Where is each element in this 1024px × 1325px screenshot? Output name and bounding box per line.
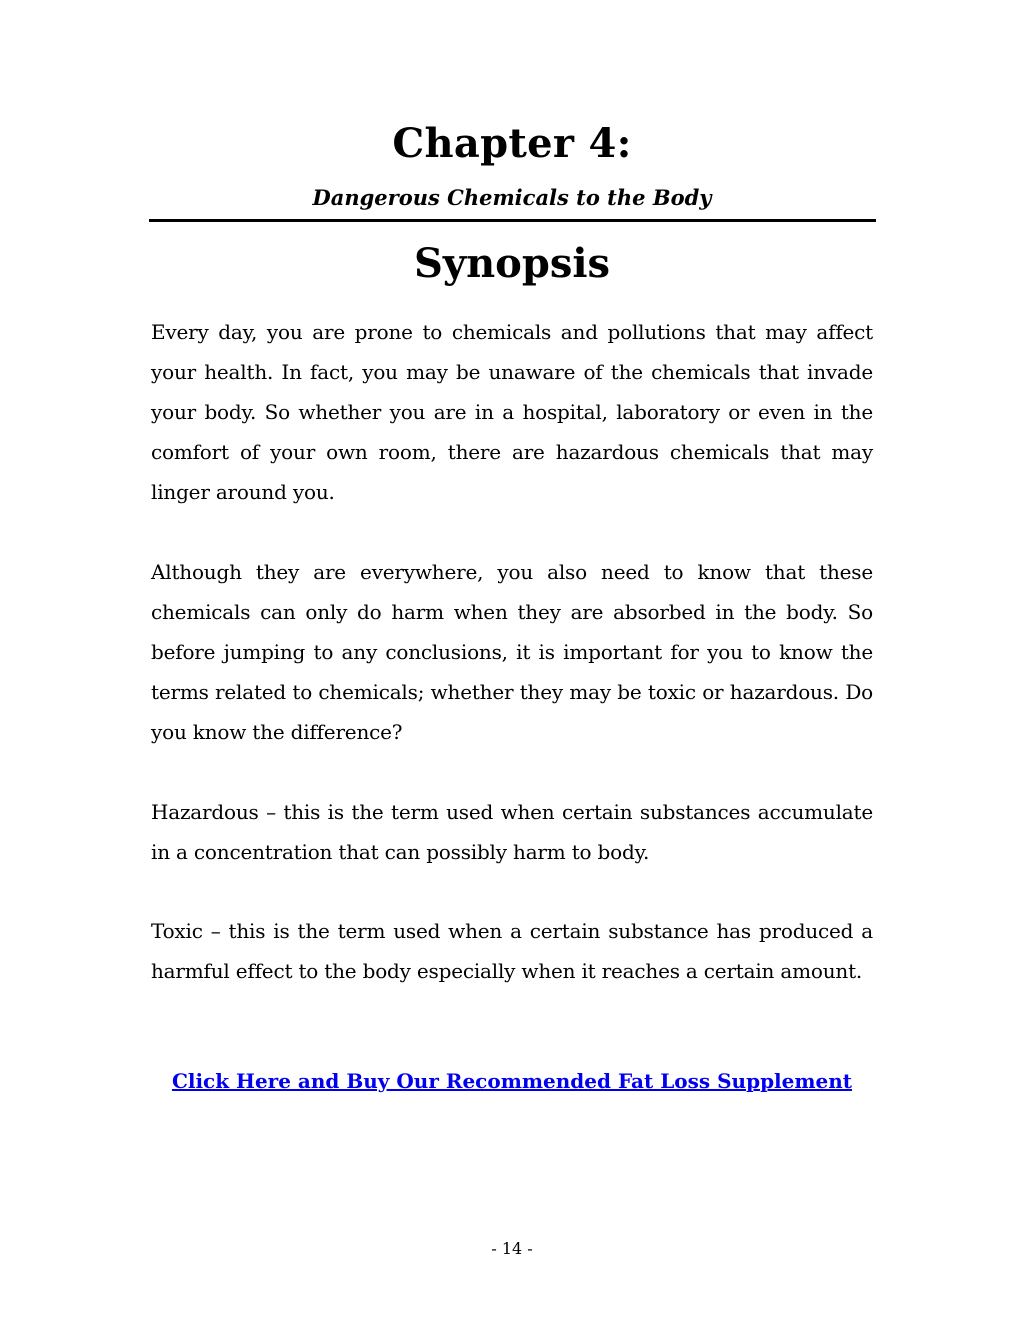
promo-link-container [0,1066,1024,1096]
page-number: - 14 - [491,1239,533,1258]
title-divider [149,219,876,222]
chapter-title: Chapter 4: [392,120,632,167]
body-paragraph: Toxic – this is the term used when a certain substance has produced a harmful effect to the body especially when it reaches a certain amount. [151,919,873,983]
body-paragraph: Hazardous – this is the term used when certain substances accumulate in a concentration that can possibly harm to body. [151,800,873,864]
buy-supplement-link[interactable]: Click Here and Buy Our Recommended Fat Loss Supplement [171,1069,853,1093]
body-paragraph: Although they are everywhere, you also need to know that these chemicals can only do harm when they are absorbed in the body. So before jumping to any conclusions, it is important for you to know the terms related to chemicals; whether they may be toxic or hazardous. Do you know the difference? [151,560,873,744]
chapter-subtitle: Dangerous Chemicals to the Body [312,185,712,210]
section-heading: Synopsis [413,240,611,287]
body-paragraph: Every day, you are prone to chemicals and pollutions that may affect your health. In fact, you may be unaware of the chemicals that invade your body. So whether you are in a hospital, laboratory or even in the comfort of your own room, there are hazardous chemicals that may linger around you. [151,320,873,504]
